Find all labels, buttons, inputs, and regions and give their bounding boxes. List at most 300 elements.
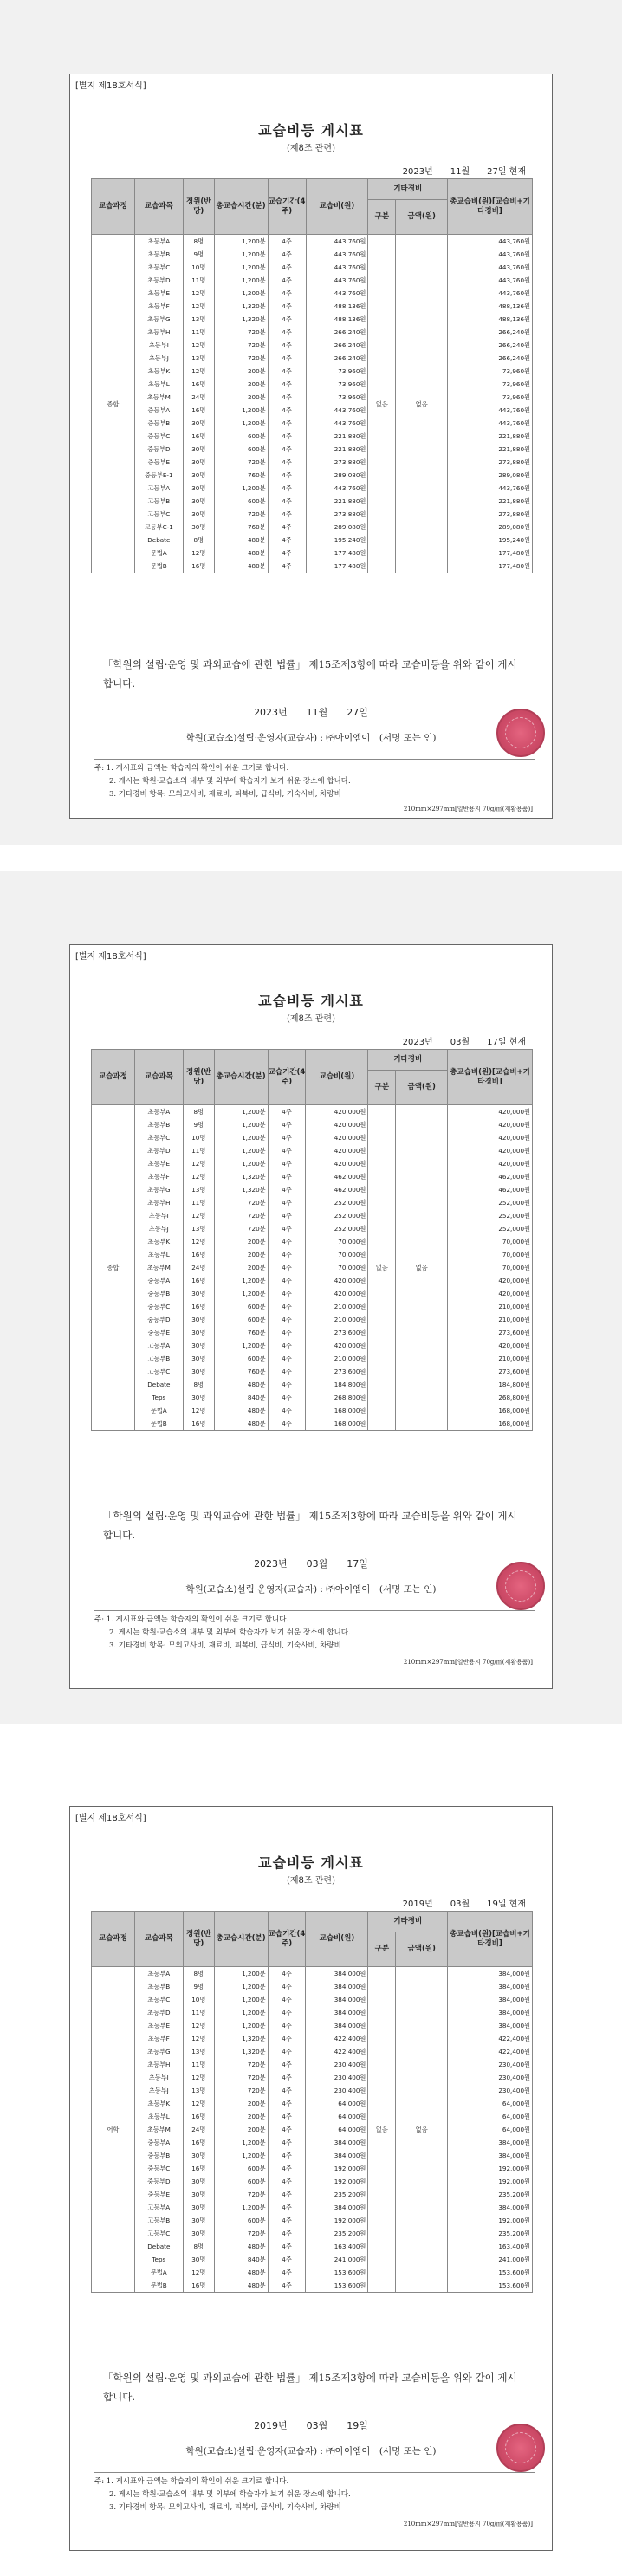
cell-capacity: 24명 [183, 1261, 214, 1274]
posted-date: 2019년 03월 19일 현재 [402, 1900, 526, 1909]
cell-period: 4주 [268, 1235, 306, 1248]
cell-subject: 초등부H [134, 2058, 183, 2071]
cell-subject: 초등부L [134, 378, 183, 391]
header-other-expenses: 기타경비 [368, 1050, 448, 1071]
cell-subject: 초등부E [134, 2019, 183, 2032]
cell-period: 4주 [268, 2188, 306, 2201]
header-hours: 총교습시간(분) [214, 1050, 268, 1105]
table-row [92, 2019, 533, 2032]
cell-capacity: 12명 [183, 339, 214, 352]
cell-fee: 443,760원 [306, 482, 368, 495]
cell-hours: 200분 [214, 1235, 268, 1248]
fee-table [91, 178, 533, 573]
form-number: [별지 제18호서식] [75, 81, 146, 91]
cell-hours: 200분 [214, 391, 268, 404]
cell-period: 4주 [268, 1261, 306, 1274]
cell-period: 4주 [268, 1300, 306, 1313]
official-seal-stamp [496, 709, 545, 757]
cell-capacity: 16명 [183, 2136, 214, 2149]
cell-period: 4주 [268, 508, 306, 521]
header-total: 총교습비(원)[교습비+기타경비] [448, 1912, 533, 1967]
table-row [92, 274, 533, 287]
cell-hours: 480분 [214, 2240, 268, 2253]
table-row [92, 1105, 533, 1119]
header-other-type: 구분 [368, 1071, 396, 1105]
cell-capacity: 30명 [183, 1391, 214, 1404]
cell-total: 273,600원 [448, 1365, 533, 1378]
table-row [92, 534, 533, 547]
table-row [92, 1209, 533, 1222]
cell-total: 192,000원 [448, 2175, 533, 2188]
cell-total: 443,760원 [448, 482, 533, 495]
cell-capacity: 10명 [183, 1131, 214, 1144]
cell-total: 420,000원 [448, 1274, 533, 1287]
cell-total: 195,240원 [448, 534, 533, 547]
cell-total: 235,200원 [448, 2227, 533, 2240]
cell-subject: 문법A [134, 547, 183, 560]
cell-period: 4주 [268, 1339, 306, 1352]
cell-capacity: 13명 [183, 2045, 214, 2058]
table-row [92, 1222, 533, 1235]
table-row [92, 2149, 533, 2162]
header-other-type: 구분 [368, 200, 396, 235]
cell-hours: 720분 [214, 2058, 268, 2071]
header-other-type: 구분 [368, 1932, 396, 1967]
cell-subject: 초등부K [134, 2097, 183, 2110]
cell-fee: 252,000원 [306, 1209, 368, 1222]
cell-fee: 462,000원 [306, 1170, 368, 1183]
paper-spec: 210mm×297mm[일반용지 70g/㎡(재활용품)] [403, 2521, 533, 2527]
cell-subject: 초등부M [134, 2123, 183, 2136]
cell-total: 273,880원 [448, 456, 533, 469]
note-item: 3. 기타경비 항목: 모의고사비, 재료비, 피복비, 급식비, 기숙사비, 차량비 [94, 790, 341, 799]
cell-period: 4주 [268, 1209, 306, 1222]
table-row [92, 2123, 533, 2136]
header-hours: 총교습시간(분) [214, 179, 268, 235]
cell-fee: 273,600원 [306, 1326, 368, 1339]
table-row [92, 1993, 533, 2006]
header-subject: 교습과목 [134, 1050, 183, 1105]
cell-total: 73,960원 [448, 365, 533, 378]
cell-fee: 443,760원 [306, 417, 368, 430]
cell-subject: 고등부B [134, 1352, 183, 1365]
cell-capacity: 16명 [183, 2162, 214, 2175]
cell-hours: 720분 [214, 1209, 268, 1222]
cell-capacity: 16명 [183, 1248, 214, 1261]
table-row [92, 1391, 533, 1404]
header-subject: 교습과목 [134, 179, 183, 235]
cell-fee: 241,000원 [306, 2253, 368, 2266]
note-item: 주: 1. 게시표와 금액는 학습자의 확인이 쉬운 크기로 합니다. [94, 1615, 289, 1624]
cell-fee: 384,000원 [306, 2149, 368, 2162]
cell-fee: 289,080원 [306, 469, 368, 482]
cell-period: 4주 [268, 365, 306, 378]
cell-fee: 422,400원 [306, 2045, 368, 2058]
cell-hours: 1,200분 [214, 235, 268, 249]
cell-subject: 초등부K [134, 365, 183, 378]
cell-total: 420,000원 [448, 1287, 533, 1300]
table-row [92, 2175, 533, 2188]
cell-hours: 720분 [214, 508, 268, 521]
cell-capacity: 30명 [183, 456, 214, 469]
cell-subject: Debate [134, 1378, 183, 1391]
cell-period: 4주 [268, 1131, 306, 1144]
cell-subject: 초등부B [134, 1980, 183, 1993]
cell-capacity: 11명 [183, 326, 214, 339]
cell-capacity: 30명 [183, 2253, 214, 2266]
cell-hours: 480분 [214, 1404, 268, 1417]
table-row [92, 2071, 533, 2084]
cell-subject: 문법B [134, 2279, 183, 2293]
cell-fee: 420,000원 [306, 1157, 368, 1170]
cell-hours: 480분 [214, 2266, 268, 2279]
table-row [92, 469, 533, 482]
table-row [92, 560, 533, 573]
cell-total: 488,136원 [448, 313, 533, 326]
cell-total: 384,000원 [448, 2019, 533, 2032]
cell-subject: 초등부J [134, 2084, 183, 2097]
cell-fee: 192,000원 [306, 2175, 368, 2188]
cell-capacity: 30명 [183, 1313, 214, 1326]
cell-hours: 600분 [214, 2162, 268, 2175]
cell-hours: 480분 [214, 2279, 268, 2293]
cell-hours: 1,320분 [214, 2045, 268, 2058]
table-row [92, 391, 533, 404]
cell-hours: 1,320분 [214, 300, 268, 313]
cell-period: 4주 [268, 2123, 306, 2136]
cell-capacity: 30명 [183, 495, 214, 508]
cell-period: 4주 [268, 2045, 306, 2058]
cell-hours: 760분 [214, 1326, 268, 1339]
cell-period: 4주 [268, 2227, 306, 2240]
cell-total: 384,000원 [448, 1967, 533, 1981]
cell-capacity: 30명 [183, 469, 214, 482]
cell-subject: 초등부K [134, 1235, 183, 1248]
cell-subject: 초등부C [134, 1131, 183, 1144]
cell-period: 4주 [268, 1365, 306, 1378]
cell-hours: 1,200분 [214, 1118, 268, 1131]
cell-fee: 168,000원 [306, 1404, 368, 1417]
cell-capacity: 12명 [183, 365, 214, 378]
cell-capacity: 16명 [183, 404, 214, 417]
cell-total: 64,000원 [448, 2097, 533, 2110]
table-row [92, 1261, 533, 1274]
cell-hours: 720분 [214, 2188, 268, 2201]
note-item: 3. 기타경비 항목: 모의고사비, 재료비, 피복비, 급식비, 기숙사비, 차량비 [94, 2503, 341, 2512]
fee-notice-document-2023-03 [69, 944, 553, 1689]
cell-hours: 1,200분 [214, 1157, 268, 1170]
cell-total: 266,240원 [448, 352, 533, 365]
table-row [92, 1287, 533, 1300]
cell-subject: 초등부A [134, 235, 183, 249]
cell-subject: 초등부C [134, 261, 183, 274]
sign-date: 2019년 03월 19일 [254, 2420, 368, 2431]
cell-period: 4주 [268, 1352, 306, 1365]
cell-capacity: 12명 [183, 1157, 214, 1170]
cell-subject: Debate [134, 534, 183, 547]
cell-period: 4주 [268, 560, 306, 573]
cell-subject: 초등부B [134, 248, 183, 261]
cell-capacity: 13명 [183, 2084, 214, 2097]
cell-total: 384,000원 [448, 2201, 533, 2214]
cell-total: 273,880원 [448, 508, 533, 521]
cell-capacity: 12명 [183, 1404, 214, 1417]
cell-hours: 1,200분 [214, 417, 268, 430]
cell-hours: 1,320분 [214, 313, 268, 326]
cell-fee: 384,000원 [306, 1993, 368, 2006]
cell-capacity: 24명 [183, 2123, 214, 2136]
cell-hours: 1,200분 [214, 1274, 268, 1287]
cell-total: 266,240원 [448, 326, 533, 339]
table-row [92, 547, 533, 560]
table-row [92, 235, 533, 249]
cell-fee: 420,000원 [306, 1131, 368, 1144]
cell-period: 4주 [268, 2266, 306, 2279]
cell-hours: 600분 [214, 1300, 268, 1313]
header-other-amount: 금액(원) [396, 1932, 448, 1967]
cell-hours: 840분 [214, 2253, 268, 2266]
header-capacity: 정원(반당) [183, 1912, 214, 1967]
cell-period: 4주 [268, 261, 306, 274]
cell-period: 4주 [268, 300, 306, 313]
cell-period: 4주 [268, 1404, 306, 1417]
cell-period: 4주 [268, 1170, 306, 1183]
cell-period: 4주 [268, 274, 306, 287]
header-hours: 총교습시간(분) [214, 1912, 268, 1967]
header-fee: 교습비(원) [306, 1050, 368, 1105]
cell-capacity: 16명 [183, 378, 214, 391]
cell-fee: 153,600원 [306, 2266, 368, 2279]
table-row [92, 339, 533, 352]
cell-fee: 70,000원 [306, 1235, 368, 1248]
cell-total: 252,000원 [448, 1209, 533, 1222]
paper-spec: 210mm×297mm[일반용지 70g/㎡(재활용품)] [403, 1659, 533, 1666]
cell-hours: 200분 [214, 365, 268, 378]
cell-capacity: 30명 [183, 521, 214, 534]
cell-capacity: 30명 [183, 443, 214, 456]
cell-total: 73,960원 [448, 378, 533, 391]
cell-period: 4주 [268, 378, 306, 391]
document-title: 교습비등 게시표 [258, 993, 364, 1009]
cell-subject: 초등부F [134, 300, 183, 313]
table-row [92, 326, 533, 339]
cell-other-type: 없음 [368, 235, 396, 573]
cell-capacity: 11명 [183, 274, 214, 287]
table-row [92, 1170, 533, 1183]
table-row [92, 2032, 533, 2045]
cell-capacity: 30명 [183, 2149, 214, 2162]
cell-fee: 192,000원 [306, 2214, 368, 2227]
cell-hours: 480분 [214, 534, 268, 547]
cell-hours: 200분 [214, 1248, 268, 1261]
cell-hours: 1,200분 [214, 2006, 268, 2019]
cell-capacity: 12명 [183, 2019, 214, 2032]
cell-total: 420,000원 [448, 1339, 533, 1352]
cell-capacity: 30명 [183, 2201, 214, 2214]
cell-total: 252,000원 [448, 1196, 533, 1209]
cell-total: 273,600원 [448, 1326, 533, 1339]
cell-capacity: 16명 [183, 2279, 214, 2293]
cell-total: 384,000원 [448, 1993, 533, 2006]
cell-hours: 1,320분 [214, 1170, 268, 1183]
header-course: 교습과정 [92, 1912, 135, 1967]
cell-capacity: 11명 [183, 1196, 214, 1209]
table-row [92, 2006, 533, 2019]
cell-total: 168,000원 [448, 1417, 533, 1431]
cell-capacity: 12명 [183, 300, 214, 313]
table-row [92, 378, 533, 391]
cell-period: 4주 [268, 417, 306, 430]
cell-subject: 중등부B [134, 417, 183, 430]
cell-period: 4주 [268, 1417, 306, 1431]
cell-subject: 문법B [134, 560, 183, 573]
table-row [92, 1183, 533, 1196]
cell-capacity: 16명 [183, 2110, 214, 2123]
cell-hours: 720분 [214, 2071, 268, 2084]
cell-period: 4주 [268, 2162, 306, 2175]
cell-total: 70,000원 [448, 1235, 533, 1248]
table-row [92, 1131, 533, 1144]
table-row [92, 443, 533, 456]
cell-total: 384,000원 [448, 2149, 533, 2162]
cell-subject: Teps [134, 2253, 183, 2266]
fee-table [91, 1049, 533, 1431]
cell-fee: 384,000원 [306, 2201, 368, 2214]
cell-subject: 문법A [134, 1404, 183, 1417]
cell-hours: 1,200분 [214, 2149, 268, 2162]
cell-total: 241,000원 [448, 2253, 533, 2266]
cell-subject: 중등부C [134, 2162, 183, 2175]
cell-hours: 600분 [214, 495, 268, 508]
cell-subject: 초등부H [134, 326, 183, 339]
cell-fee: 153,600원 [306, 2279, 368, 2293]
cell-total: 70,000원 [448, 1261, 533, 1274]
table-row [92, 2045, 533, 2058]
table-row [92, 521, 533, 534]
cell-total: 230,400원 [448, 2084, 533, 2097]
cell-fee: 443,760원 [306, 274, 368, 287]
cell-course: 어학 [92, 1967, 135, 2293]
table-row [92, 1144, 533, 1157]
cell-fee: 266,240원 [306, 352, 368, 365]
table-row [92, 1417, 533, 1431]
document-subtitle: (제8조 관련) [287, 1876, 335, 1886]
cell-hours: 1,320분 [214, 2032, 268, 2045]
law-statement: 「학원의 설립·운영 및 과외교습에 관한 법률」 제15조제3항에 따라 교습비등을 위와 같이 게시합니다. [103, 2372, 517, 2403]
cell-period: 4주 [268, 339, 306, 352]
cell-hours: 480분 [214, 1417, 268, 1431]
cell-hours: 1,200분 [214, 1131, 268, 1144]
cell-capacity: 16명 [183, 1274, 214, 1287]
cell-hours: 840분 [214, 1391, 268, 1404]
form-number: [별지 제18호서식] [75, 952, 146, 961]
cell-total: 420,000원 [448, 1118, 533, 1131]
table-row [92, 1248, 533, 1261]
cell-period: 4주 [268, 1326, 306, 1339]
header-period: 교습기간(4주) [268, 1912, 306, 1967]
cell-fee: 235,200원 [306, 2227, 368, 2240]
cell-fee: 273,600원 [306, 1365, 368, 1378]
cell-capacity: 12명 [183, 2032, 214, 2045]
cell-capacity: 12명 [183, 547, 214, 560]
cell-subject: Teps [134, 1391, 183, 1404]
table-row [92, 1196, 533, 1209]
cell-period: 4주 [268, 521, 306, 534]
cell-period: 4주 [268, 1144, 306, 1157]
cell-hours: 200분 [214, 2097, 268, 2110]
cell-total: 443,760원 [448, 287, 533, 300]
cell-total: 252,000원 [448, 1222, 533, 1235]
cell-total: 422,400원 [448, 2032, 533, 2045]
table-row [92, 2227, 533, 2240]
cell-fee: 443,760원 [306, 261, 368, 274]
cell-capacity: 11명 [183, 1144, 214, 1157]
cell-period: 4주 [268, 2019, 306, 2032]
cell-subject: 초등부G [134, 2045, 183, 2058]
cell-period: 4주 [268, 2149, 306, 2162]
cell-period: 4주 [268, 2032, 306, 2045]
header-period: 교습기간(4주) [268, 1050, 306, 1105]
cell-hours: 480분 [214, 560, 268, 573]
cell-hours: 600분 [214, 1313, 268, 1326]
table-row [92, 430, 533, 443]
table-row [92, 1967, 533, 1981]
cell-fee: 420,000원 [306, 1118, 368, 1131]
cell-capacity: 12명 [183, 2266, 214, 2279]
cell-fee: 221,880원 [306, 443, 368, 456]
cell-subject: 문법B [134, 1417, 183, 1431]
cell-hours: 200분 [214, 2110, 268, 2123]
cell-capacity: 16명 [183, 1300, 214, 1313]
cell-hours: 480분 [214, 1378, 268, 1391]
header-other-expenses: 기타경비 [368, 179, 448, 200]
table-row [92, 1118, 533, 1131]
form-number: [별지 제18호서식] [75, 1814, 146, 1823]
table-row [92, 2188, 533, 2201]
cell-fee: 462,000원 [306, 1183, 368, 1196]
cell-subject: 초등부I [134, 339, 183, 352]
cell-subject: 고등부C-1 [134, 521, 183, 534]
cell-capacity: 30명 [183, 2188, 214, 2201]
cell-course: 종합 [92, 235, 135, 573]
cell-subject: 중등부A [134, 1274, 183, 1287]
cell-subject: 중등부A [134, 2136, 183, 2149]
cell-total: 210,000원 [448, 1300, 533, 1313]
cell-capacity: 30명 [183, 508, 214, 521]
cell-subject: 초등부C [134, 1993, 183, 2006]
table-row [92, 1300, 533, 1313]
cell-period: 4주 [268, 1222, 306, 1235]
cell-other-amount: 없음 [396, 235, 448, 573]
table-row [92, 2214, 533, 2227]
table-row [92, 495, 533, 508]
cell-subject: 초등부A [134, 1105, 183, 1119]
header-capacity: 정원(반당) [183, 179, 214, 235]
cell-subject: 중등부A [134, 404, 183, 417]
cell-fee: 384,000원 [306, 1967, 368, 1981]
table-row [92, 1274, 533, 1287]
cell-fee: 443,760원 [306, 287, 368, 300]
cell-period: 4주 [268, 2097, 306, 2110]
table-row [92, 1352, 533, 1365]
cell-hours: 1,200분 [214, 482, 268, 495]
header-fee: 교습비(원) [306, 179, 368, 235]
cell-period: 4주 [268, 391, 306, 404]
cell-total: 221,880원 [448, 430, 533, 443]
cell-fee: 420,000원 [306, 1339, 368, 1352]
cell-fee: 230,400원 [306, 2058, 368, 2071]
cell-total: 210,000원 [448, 1352, 533, 1365]
